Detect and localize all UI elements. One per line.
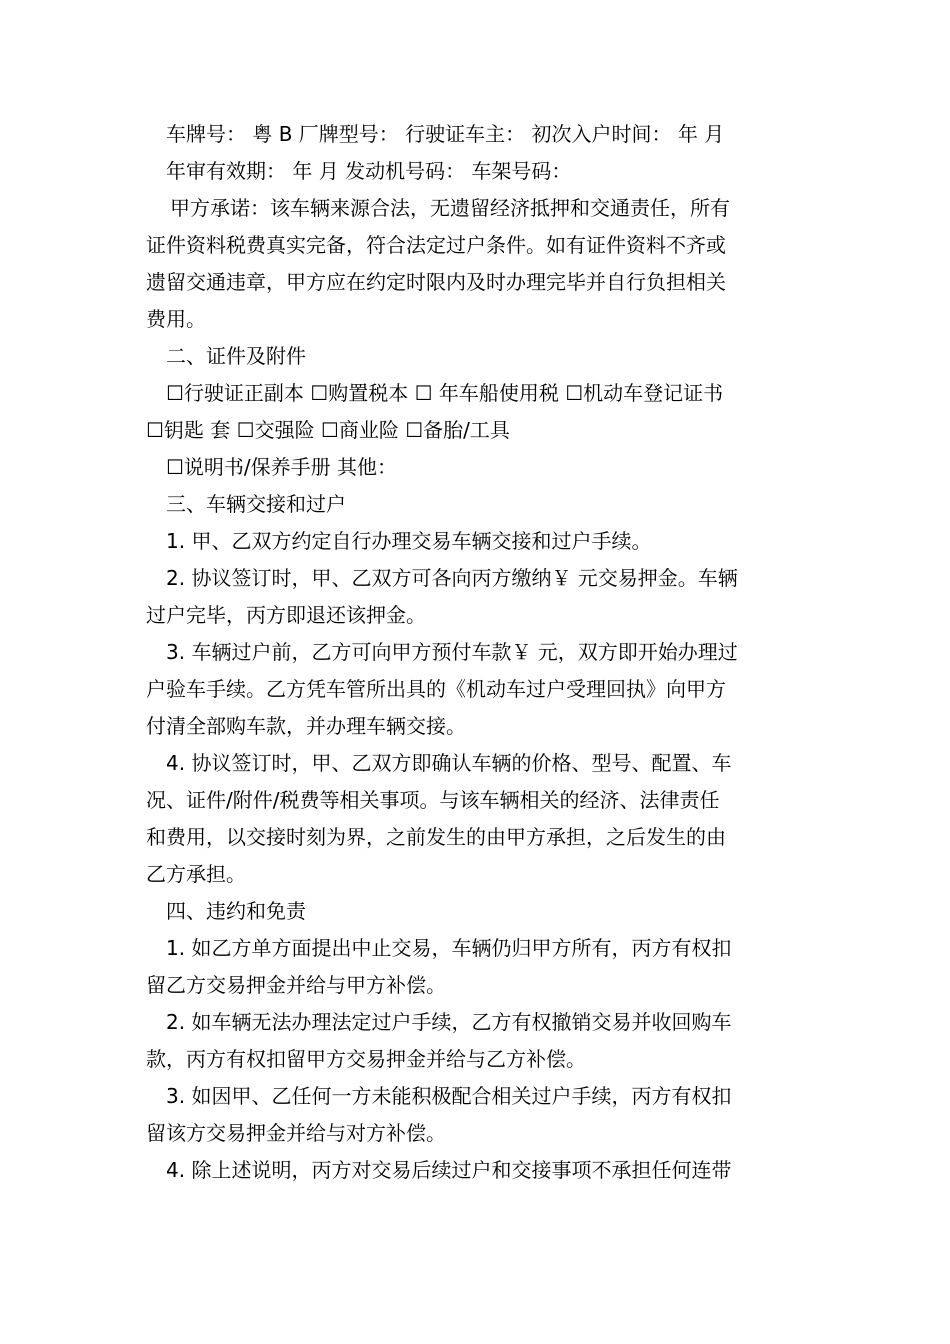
section-2-heading: 二、证件及附件 (166, 344, 306, 368)
s3-item-4-line-2: 况、证件/附件/税费等相关事项。与该车辆相关的经济、法律责任 (146, 788, 720, 812)
promise-line-4: 费用。 (146, 307, 206, 331)
s3-item-3-line-2: 户验车手续。乙方凭车管所出具的《机动车过户受理回执》向甲方 (146, 677, 726, 701)
promise-line-2: 证件资料税费真实完备，符合法定过户条件。如有证件资料不齐或 (146, 233, 726, 257)
s4-item-2-line-1: 2. 如车辆无法办理法定过户手续，乙方有权撤销交易并收回购车 (166, 1010, 732, 1034)
s3-item-2-line-1: 2. 协议签订时，甲、乙双方可各向丙方缴纳￥ 元交易押金。车辆 (166, 566, 738, 590)
section-3-heading: 三、车辆交接和过户 (166, 492, 346, 516)
attachments-line-3: ☐说明书/保养手册 其他： (166, 455, 398, 479)
promise-line-3: 遗留交通违章，甲方应在约定时限内及时办理完毕并自行负担相关 (146, 270, 726, 294)
section-4-heading: 四、违约和免责 (166, 899, 306, 923)
s4-item-2-line-2: 款，丙方有权扣留甲方交易押金并给与乙方补偿。 (146, 1047, 586, 1071)
s3-item-1: 1. 甲、乙双方约定自行办理交易车辆交接和过户手续。 (166, 529, 652, 553)
promise-line-1: 甲方承诺：该车辆来源合法，无遗留经济抵押和交通责任，所有 (170, 196, 730, 220)
vehicle-info-line-1: 车牌号： 粤 B 厂牌型号： 行驶证车主： 初次入户时间： 年 月 (166, 122, 725, 146)
s4-item-4-line-1: 4. 除上述说明，丙方对交易后续过户和交接事项不承担任何连带 (166, 1158, 732, 1182)
s3-item-4-line-3: 和费用，以交接时刻为界，之前发生的由甲方承担，之后发生的由 (146, 825, 726, 849)
s3-item-2-line-2: 过户完毕，丙方即退还该押金。 (146, 603, 426, 627)
s4-item-1-line-1: 1. 如乙方单方面提出中止交易，车辆仍归甲方所有，丙方有权扣 (166, 936, 732, 960)
s4-item-1-line-2: 留乙方交易押金并给与甲方补偿。 (146, 973, 446, 997)
s3-item-3-line-1: 3. 车辆过户前，乙方可向甲方预付车款￥ 元，双方即开始办理过 (166, 640, 738, 664)
attachments-line-2: ☐钥匙 套 ☐交强险 ☐商业险 ☐备胎/工具 (146, 418, 510, 442)
vehicle-info-line-2: 年审有效期： 年 月 发动机号码： 车架号码： (166, 159, 572, 183)
s4-item-3-line-1: 3. 如因甲、乙任何一方未能积极配合相关过户手续，丙方有权扣 (166, 1084, 732, 1108)
s3-item-3-line-3: 付清全部购车款，并办理车辆交接。 (146, 714, 466, 738)
s4-item-3-line-2: 留该方交易押金并给与对方补偿。 (146, 1121, 446, 1145)
s3-item-4-line-1: 4. 协议签订时，甲、乙双方即确认车辆的价格、型号、配置、车 (166, 751, 732, 775)
s3-item-4-line-4: 乙方承担。 (146, 862, 246, 886)
document-body (146, 116, 806, 1189)
attachments-line-1: ☐行驶证正副本 ☐购置税本 ☐ 年车船使用税 ☐机动车登记证书 (166, 381, 724, 405)
